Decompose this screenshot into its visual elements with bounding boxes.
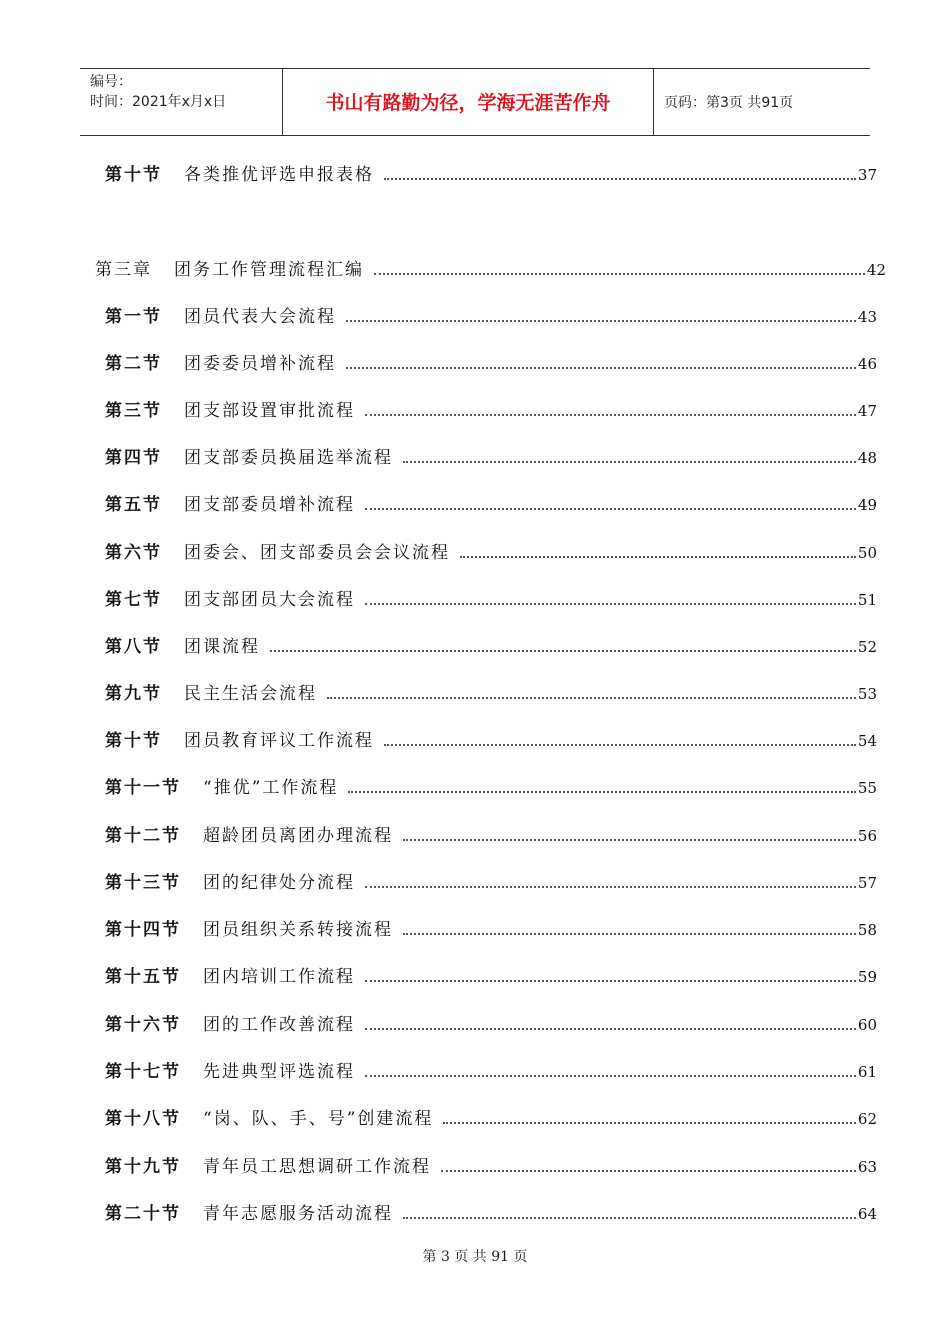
toc-entry-title: 团课流程 [184, 637, 260, 657]
toc-entry[interactable] [105, 1152, 877, 1178]
header-motto: 书山有路勤为径，学海无涯苦作舟 [325, 92, 611, 114]
toc-entry-page: 53 [857, 685, 877, 703]
toc-entry[interactable] [105, 1057, 877, 1083]
toc-entry[interactable] [105, 773, 877, 799]
toc-entry-page: 55 [857, 779, 877, 797]
toc-entry[interactable] [105, 538, 877, 564]
header-date-label: 时间：2021年x月x日 [90, 94, 227, 110]
toc-entry[interactable] [105, 679, 877, 705]
toc-entry-title: 团支部团员大会流程 [184, 590, 355, 610]
toc-entry-number: 第二十节 [105, 1204, 181, 1224]
toc-leader-dots [403, 461, 856, 463]
toc-entry-page: 63 [857, 1158, 877, 1176]
toc-entry-number: 第十七节 [105, 1062, 181, 1082]
toc-leader-dots [327, 697, 856, 699]
toc-entry-page: 60 [857, 1016, 877, 1034]
toc-leader-dots [270, 650, 856, 652]
toc-entry-title: 团内培训工作流程 [203, 967, 355, 987]
header-page-info: 页码：第3页 共91页 [664, 95, 794, 111]
toc-leader-dots [365, 1075, 856, 1077]
header-left [90, 72, 226, 112]
toc-entry[interactable] [105, 160, 877, 186]
toc-entry-title: 团员教育评议工作流程 [184, 731, 374, 751]
toc-entry-number: 第十节 [105, 731, 162, 751]
toc-entry[interactable] [105, 915, 877, 941]
toc-entry[interactable] [105, 962, 877, 988]
toc-entry-title: 团委会、团支部委员会会议流程 [184, 543, 450, 563]
toc-leader-dots [365, 980, 856, 982]
toc-leader-dots [365, 603, 856, 605]
toc-entry[interactable] [105, 632, 877, 658]
toc-entry-page: 48 [857, 449, 877, 467]
toc-leader-dots [403, 839, 856, 841]
toc-entry-page: 49 [857, 496, 877, 514]
toc-entry-page: 43 [857, 308, 877, 326]
toc-entry-page: 42 [866, 261, 886, 279]
toc-entry-title: 先进典型评选流程 [203, 1062, 355, 1082]
toc-entry[interactable] [105, 1199, 877, 1225]
toc-entry-number: 第七节 [105, 590, 162, 610]
toc-entry-title: 各类推优评选申报表格 [184, 165, 374, 185]
toc-entry[interactable] [95, 255, 886, 281]
toc-entry-title: 超龄团员离团办理流程 [203, 826, 393, 846]
page-footer: 第 3 页 共 91 页 [422, 1249, 528, 1265]
toc-entry-number: 第十节 [105, 165, 162, 185]
toc-leader-dots [348, 791, 856, 793]
toc-entry-page: 57 [857, 874, 877, 892]
toc-leader-dots [346, 320, 856, 322]
toc-entry-title: 团员代表大会流程 [184, 307, 336, 327]
toc-entry[interactable] [105, 302, 877, 328]
toc-entry[interactable] [105, 443, 877, 469]
toc-entry[interactable] [105, 868, 877, 894]
toc-entry-page: 51 [857, 591, 877, 609]
toc-leader-dots [384, 178, 856, 180]
toc-entry-page: 59 [857, 968, 877, 986]
toc-entry-title: 团支部委员增补流程 [184, 495, 355, 515]
toc-leader-dots [374, 273, 865, 275]
toc-entry-number: 第一节 [105, 307, 162, 327]
toc-entry-number: 第三章 [95, 260, 152, 280]
toc-leader-dots [384, 744, 856, 746]
toc-entry-number: 第十六节 [105, 1015, 181, 1035]
toc-entry-page: 62 [857, 1110, 877, 1128]
toc-entry-title: 团委委员增补流程 [184, 354, 336, 374]
toc-entry-number: 第五节 [105, 495, 162, 515]
toc-entry-page: 58 [857, 921, 877, 939]
toc-entry-page: 52 [857, 638, 877, 656]
toc-entry-title: 团员组织关系转接流程 [203, 920, 393, 940]
toc-entry-title: 民主生活会流程 [184, 684, 317, 704]
toc-entry[interactable] [105, 1010, 877, 1036]
toc-entry-title: 团支部设置审批流程 [184, 401, 355, 421]
toc-entry-number: 第九节 [105, 684, 162, 704]
header-code-label: 编号： [90, 74, 132, 90]
toc-entry-number: 第十八节 [105, 1109, 181, 1129]
toc-entry-page: 64 [857, 1205, 877, 1223]
toc-entry-page: 61 [857, 1063, 877, 1081]
toc-entry[interactable] [105, 585, 877, 611]
toc-entry-title: 团支部委员换届选举流程 [184, 448, 393, 468]
toc-entry-title: 团务工作管理流程汇编 [174, 260, 364, 280]
toc-leader-dots [460, 556, 856, 558]
toc-entry-number: 第二节 [105, 354, 162, 374]
toc-entry-number: 第四节 [105, 448, 162, 468]
toc-entry-title: 青年志愿服务活动流程 [203, 1204, 393, 1224]
toc-entry-number: 第十二节 [105, 826, 181, 846]
toc-leader-dots [443, 1122, 856, 1124]
toc-entry-page: 37 [857, 166, 877, 184]
toc-leader-dots [403, 1217, 856, 1219]
toc-entry-title: “岗、队、手、号”创建流程 [203, 1109, 434, 1129]
toc-entry-number: 第十三节 [105, 873, 181, 893]
toc-entry-title: 团的工作改善流程 [203, 1015, 355, 1035]
toc-entry-title: “推优”工作流程 [203, 778, 339, 798]
toc-entry-page: 54 [857, 732, 877, 750]
toc-entry[interactable] [105, 1104, 877, 1130]
toc-entry-page: 46 [857, 355, 877, 373]
toc-leader-dots [365, 886, 856, 888]
toc-entry-title: 青年员工思想调研工作流程 [203, 1157, 431, 1177]
toc-entry[interactable] [105, 726, 877, 752]
toc-entry-number: 第十五节 [105, 967, 181, 987]
header-bottom-rule [80, 135, 870, 136]
toc-entry[interactable] [105, 821, 877, 847]
toc-entry-page: 56 [857, 827, 877, 845]
toc-leader-dots [403, 933, 856, 935]
toc-leader-dots [365, 414, 856, 416]
toc-entry[interactable] [105, 396, 877, 422]
toc-leader-dots [346, 367, 856, 369]
toc-entry-number: 第八节 [105, 637, 162, 657]
toc-entry-number: 第十一节 [105, 778, 181, 798]
toc-entry-page: 47 [857, 402, 877, 420]
toc-entry-number: 第六节 [105, 543, 162, 563]
toc-leader-dots [365, 1028, 856, 1030]
toc-leader-dots [365, 508, 856, 510]
toc-entry-page: 50 [857, 544, 877, 562]
toc-entry-number: 第十九节 [105, 1157, 181, 1177]
toc-entry-title: 团的纪律处分流程 [203, 873, 355, 893]
toc-leader-dots [441, 1170, 856, 1172]
toc-entry[interactable] [105, 490, 877, 516]
toc-entry[interactable] [105, 349, 877, 375]
toc-entry-number: 第三节 [105, 401, 162, 421]
toc-entry-number: 第十四节 [105, 920, 181, 940]
